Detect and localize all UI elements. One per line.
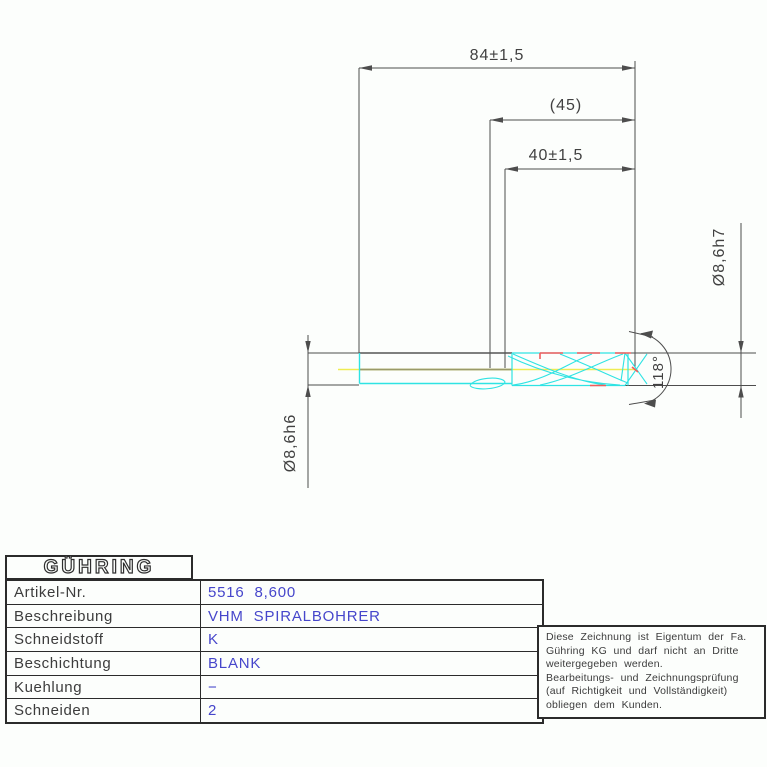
notice-line: obliegen dem Kunden. — [546, 698, 663, 711]
row-label-beschreibung: Beschreibung — [6, 604, 201, 628]
extension-lines — [308, 61, 756, 386]
notice-line: Bearbeitungs- und Zeichnungsprüfung — [546, 671, 739, 684]
row-label-schneiden: Schneiden — [6, 699, 201, 723]
row-label-kuehlung: Kuehlung — [6, 675, 201, 699]
dimension-lines — [308, 68, 741, 488]
dim-shank-diameter-label: Ø8,6h6 — [282, 413, 299, 473]
table-row — [6, 580, 543, 604]
dim-cutting-diameter-label: Ø8,6h7 — [711, 227, 728, 287]
notice-line: weitergegeben werden. — [546, 658, 663, 671]
table-row — [6, 628, 543, 652]
guehring-logo: GÜHRING — [43, 557, 155, 578]
row-label-artikel-nr: Artikel-Nr. — [6, 580, 201, 604]
row-label-beschichtung: Beschichtung — [6, 652, 201, 676]
row-value-schneidstoff: K — [201, 628, 544, 652]
row-value-schneiden: 2 — [201, 699, 544, 723]
dim-overall-length-label: 84±1,5 — [469, 47, 525, 64]
table-row — [6, 652, 543, 676]
row-value-beschichtung: BLANK — [201, 652, 544, 676]
title-block-table — [5, 579, 544, 724]
notice-line: Diese Zeichnung ist Eigentum der Fa. — [546, 631, 747, 643]
row-value-beschreibung: VHM SPIRALBOHRER — [201, 604, 544, 628]
dim-flute-length-label: 40±1,5 — [528, 147, 584, 164]
dim-point-angle-label: 118° — [650, 355, 667, 389]
table-row — [6, 604, 543, 628]
row-value-kuehlung: − — [201, 675, 544, 699]
notice-line: (auf Richtigkeit und Vollständigkeit) — [546, 685, 728, 698]
drill-shank-cyan-outline — [360, 353, 513, 384]
logo-box — [5, 555, 193, 580]
row-label-schneidstoff: Schneidstoff — [6, 628, 201, 652]
notice-line: Gühring KG und darf nicht an Dritte — [546, 644, 739, 657]
dimension-arrowheads — [305, 65, 743, 397]
dim-aux-length-label: (45) — [549, 97, 583, 114]
table-row — [6, 699, 543, 723]
ownership-notice-box — [537, 625, 766, 719]
row-value-artikel-nr: 5516 8,600 — [201, 580, 544, 604]
table-row — [6, 675, 543, 699]
